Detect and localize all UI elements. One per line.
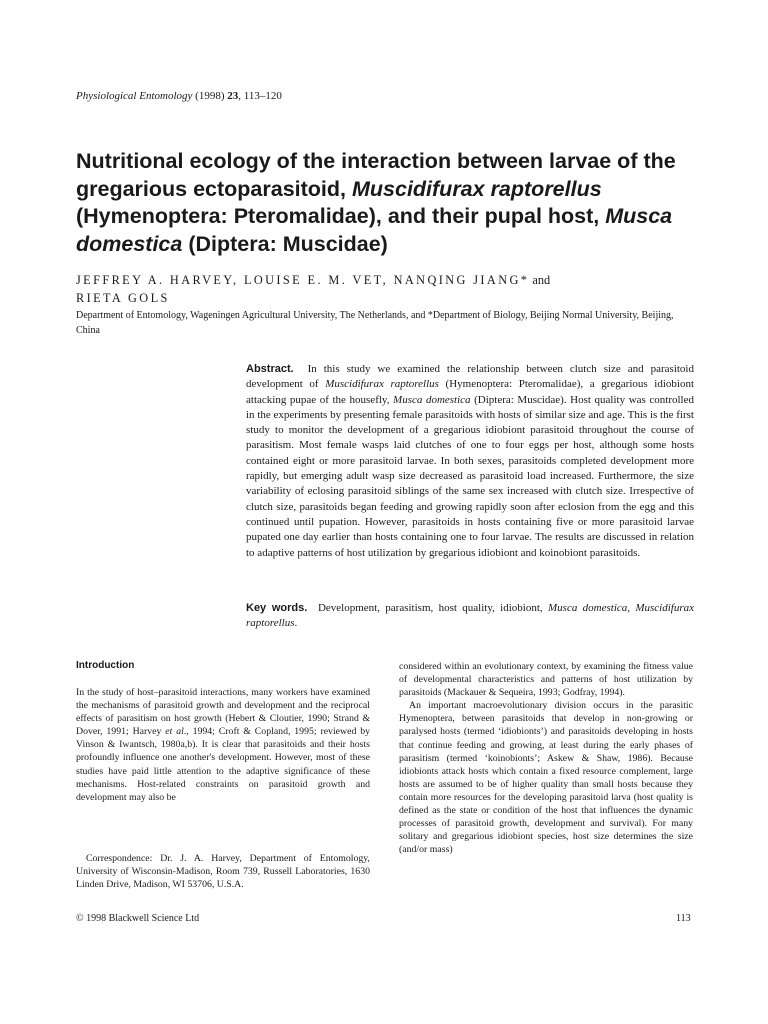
author-conjunction: and	[529, 273, 551, 287]
article-title	[76, 148, 716, 258]
keywords-label: Key words.	[246, 602, 308, 614]
keywords	[246, 601, 694, 632]
paragraph-text: In the study of host–parasitoid interactions, many workers have examined the mechanisms of parasitoid growth and development and the reciprocal effects of parasitism on host growth (Hebert & Cloutier, 1990; Strand & Dover, 1991; Harvey	[76, 687, 370, 738]
journal-year: (1998)	[192, 90, 228, 102]
paragraph: An important macroevolutionary division occurs in the parasitic Hymenoptera, between parasitoids that develop in non-growing or paralysed hosts (termed ‘idiobionts’) and parasitoids developing in hosts that continue feeding and growing, at least during the early phases of parasitism (termed ‘koinobionts’; Askew & Shaw, 1986). Because idiobionts attack hosts which contain a fixed resource complement, large hosts are assumed to be of higher quality than small hosts because they contain more resources for the developing parasitoid larva (host quality is defined as the state or condition of the host that influences the dynamic processes of parasitoid growth, development and survival). For many solitary and gregarious idiobiont species, host size determines the size (and/or mass)	[399, 700, 693, 856]
abstract-text: In this study we examined the relationship between clutch size and parasitoid development of	[246, 363, 694, 391]
paragraph-italic: et al	[165, 726, 184, 738]
title-text: Nutritional ecology of the interaction between larvae of the gregarious ectoparasitoid,	[76, 149, 676, 201]
paragraph: considered within an evolutionary context, by examining the fitness value of developmental characteristics and patterns of host utilization by parasitoids (Mackauer & Sequeira, 1993; Godfray, 1994).	[399, 661, 693, 699]
title-species-1: Muscidifurax raptorellus	[351, 176, 602, 201]
section-heading-introduction: Introduction	[76, 660, 135, 671]
abstract-species: Musca domestica	[393, 393, 471, 406]
abstract-text: (Hymenoptera: Pteromalidae), a gregarious idiobiont attacking pupae of the housefly,	[246, 378, 694, 406]
author-names: JEFFREY A. HARVEY, LOUISE E. M. VET, NANQING JIANG*	[76, 273, 530, 287]
page-number: 113	[676, 913, 691, 924]
abstract-species: Muscidifurax raptorellus	[325, 378, 439, 391]
paragraph-text: ., 1994; Croft & Copland, 1995; reviewed by Vinson & Iwantsch, 1980a,b). It is clear that parasitoids and their hosts profoundly influence one another's development. However, most of these studies have paid little attention to the adaptive significance of these mechanisms. Host-related constraints on parasitoid growth and development may also be	[76, 726, 371, 803]
affiliation: Department of Entomology, Wageningen Agricultural University, The Netherlands, and *Department of Biology, Beijing Normal University, Beijing, China	[76, 310, 674, 336]
body-column-left	[76, 686, 370, 804]
copyright-notice: © 1998 Blackwell Science Ltd	[76, 913, 200, 924]
keywords-text: .	[294, 617, 298, 630]
author-last: RIETA GOLS	[76, 291, 170, 305]
journal-pages: , 113–120	[238, 90, 282, 102]
title-text: (Diptera: Muscidae)	[182, 231, 388, 256]
title-species-2: Musca domestica	[76, 204, 673, 256]
keywords-species: Musca domestica, Muscidifurax raptorellus	[246, 602, 695, 630]
keywords-text: Development, parasitism, host quality, idiobiont,	[317, 602, 548, 614]
correspondence-text: Correspondence: Dr. J. A. Harvey, Department of Entomology, University of Wisconsin-Madison, Room 739, Russell Laboratories, 1630 Linden Drive, Madison, WI 53706, U.S.A.	[76, 853, 370, 891]
author-list	[76, 271, 716, 307]
running-head	[76, 90, 282, 102]
abstract-label: Abstract.	[246, 363, 294, 375]
correspondence-note	[76, 852, 370, 891]
abstract	[246, 362, 694, 561]
abstract-text: (Diptera: Muscidae). Host quality was controlled in the experiments by presenting female parasitoids with hosts of similar size and age. This is the first study to monitor the development of a gregarious idiobiont parasitoid throughout the course of parasitism. Most female wasps laid clutches of one to four eggs per host, although some hosts contained eight or more parasitoid larvae. In both sexes, parasitoids completed development more rapidly, but emerging adult wasp size decreased as parasitoid load increased. Furthermore, the size variability of eclosing parasitoid siblings of the same sex increased with clutch size. Irrespective of clutch size, parasitoids began feeding and growing rapidly soon after eclosion from the egg and this continued until pupation. However, parasitoids in hosts containing five or more parasitoid larvae pupated one day earlier than hosts containing one to four larvae. The results are discussed in relation to adaptive patterns of host utilization by gregarious idiobiont and koinobiont parasitoids.	[246, 393, 694, 559]
title-text: (Hymenoptera: Pteromalidae), and their pupal host,	[76, 204, 606, 228]
journal-name: Physiological Entomology	[76, 90, 193, 102]
body-column-right	[399, 660, 693, 856]
paragraph	[76, 686, 370, 804]
journal-volume: 23	[227, 90, 239, 102]
